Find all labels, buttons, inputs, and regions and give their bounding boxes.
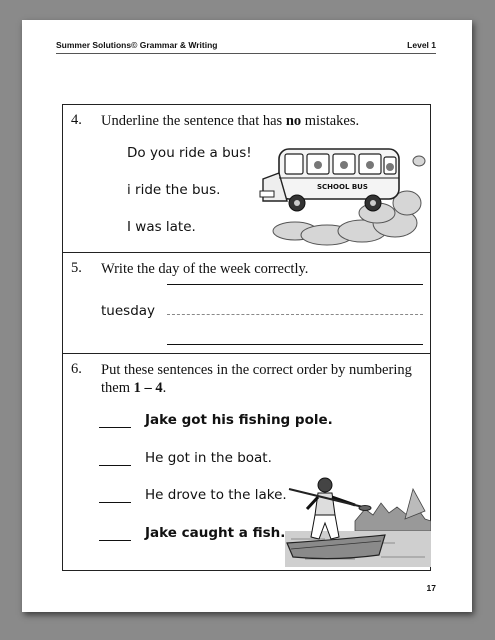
writing-line-bottom[interactable] <box>167 344 423 345</box>
sentence-option-1[interactable]: Do you ride a bus! <box>127 145 252 161</box>
school-bus-illustration <box>257 143 429 249</box>
question-5-prompt: Write the day of the week correctly. <box>101 261 309 277</box>
word-to-correct: tuesday <box>101 303 156 319</box>
order-blank-2[interactable] <box>99 465 131 466</box>
question-4-box <box>62 104 431 253</box>
writing-line-top <box>167 284 423 285</box>
question-6-box <box>62 353 431 571</box>
writing-line-middle <box>167 314 423 315</box>
order-blank-4[interactable] <box>99 540 131 541</box>
bus-sign-text: SCHOOL BUS <box>317 183 368 191</box>
header-rule <box>56 53 436 54</box>
order-item-1: Jake got his fishing pole. <box>145 412 333 428</box>
page-number: 17 <box>426 583 436 593</box>
question-5-box <box>62 252 431 354</box>
question-5-number: 5. <box>71 260 82 276</box>
sentence-option-3[interactable]: I was late. <box>127 219 196 235</box>
question-4-prompt: Underline the sentence that has no mistakes. <box>101 113 360 129</box>
sentence-option-2[interactable]: i ride the bus. <box>127 182 221 198</box>
order-blank-1[interactable] <box>99 427 131 428</box>
question-6-number: 6. <box>71 361 82 377</box>
worksheet-page <box>22 20 472 612</box>
order-item-4: Jake caught a fish. <box>145 525 286 541</box>
question-6-prompt: Put these sentences in the correct order by numbering them 1 – 4. <box>101 362 412 396</box>
order-item-3: He drove to the lake. <box>145 487 287 503</box>
order-blank-3[interactable] <box>99 502 131 503</box>
question-4-number: 4. <box>71 112 82 128</box>
header-title: Summer Solutions© Grammar & Writing <box>56 40 218 50</box>
header-level: Level 1 <box>407 40 436 50</box>
boy-in-boat-illustration <box>285 469 431 569</box>
order-item-2: He got in the boat. <box>145 450 272 466</box>
